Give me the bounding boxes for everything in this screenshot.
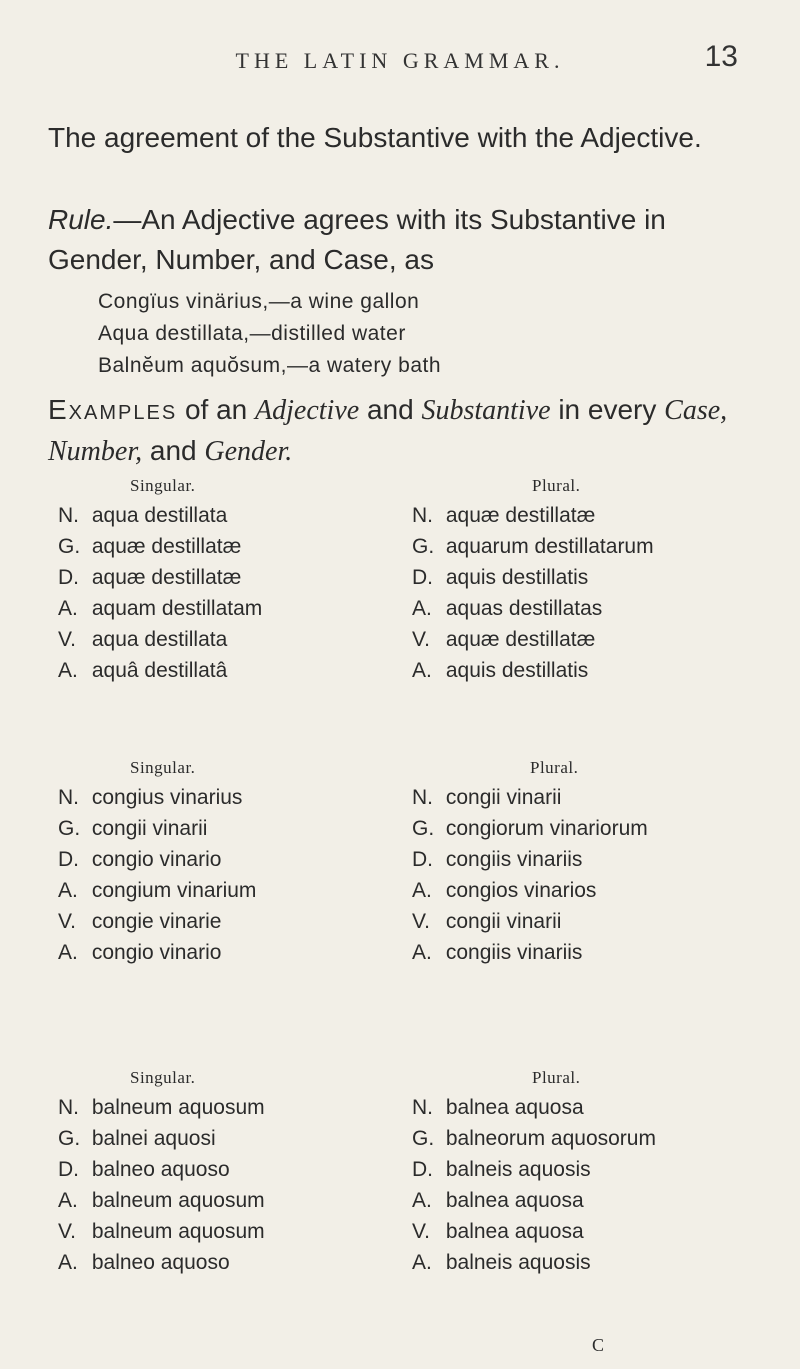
case-form: aquam destillatam (91, 597, 263, 620)
case-label: A. (412, 1189, 432, 1212)
case-label: A. (58, 1251, 78, 1274)
rule-paragraph (48, 200, 768, 280)
case-row (58, 782, 256, 813)
case-label: V. (58, 628, 76, 651)
glossary-list (98, 286, 441, 382)
case-label: V. (58, 910, 76, 933)
case-form: congii vinarii (91, 817, 208, 840)
case-form: aquis destillatis (445, 659, 589, 682)
examples-substantive: Substantive (421, 395, 551, 426)
case-row (58, 1216, 265, 1247)
case-label: G. (412, 1127, 435, 1150)
case-label: A. (58, 879, 78, 902)
case-form: aqua destillata (91, 504, 228, 527)
glossary-item: Balnĕum aquŏsum,—a watery bath (98, 354, 442, 377)
case-label: V. (58, 1220, 76, 1243)
case-form: balneorum aquosorum (445, 1127, 656, 1150)
singular-column (58, 782, 256, 968)
case-label: D. (58, 1158, 79, 1181)
plural-heading: Plural. (530, 758, 579, 777)
glossary-item: Aqua destillata,—distilled water (98, 322, 406, 345)
case-row (412, 531, 654, 562)
case-label: D. (412, 1158, 433, 1181)
case-label: A. (58, 941, 78, 964)
rule-label: Rule. (48, 204, 114, 235)
case-form: congie vinarie (91, 910, 222, 933)
case-row (412, 1216, 656, 1247)
case-row (58, 655, 262, 686)
case-row (412, 655, 654, 686)
case-row (58, 624, 262, 655)
glossary-item: Congïus vinärius,—a wine gallon (98, 290, 420, 313)
case-row (58, 906, 256, 937)
case-row (412, 813, 648, 844)
case-form: aqua destillata (91, 628, 228, 651)
case-label: D. (412, 566, 433, 589)
case-row (412, 593, 654, 624)
case-row (58, 593, 262, 624)
case-label: V. (412, 1220, 430, 1243)
case-label: A. (412, 941, 432, 964)
case-form: balnea aquosa (445, 1096, 584, 1119)
signature-mark: C (592, 1335, 605, 1355)
case-row (58, 500, 262, 531)
case-form: aquæ destillatæ (91, 566, 242, 589)
case-label: N. (58, 786, 79, 809)
case-form: balneis aquosis (445, 1158, 591, 1181)
case-row (412, 1092, 656, 1123)
examples-gender: Gender. (204, 436, 293, 467)
singular-heading: Singular. (130, 476, 196, 495)
case-row (412, 844, 648, 875)
case-label: N. (58, 1096, 79, 1119)
case-row (412, 782, 648, 813)
case-label: G. (412, 817, 435, 840)
examples-text: and (359, 394, 422, 425)
case-form: congiis vinariis (445, 941, 583, 964)
singular-column (58, 500, 262, 686)
case-label: A. (58, 659, 78, 682)
examples-case: Case, (664, 395, 728, 426)
case-form: balnea aquosa (445, 1189, 584, 1212)
case-form: aquas destillatas (445, 597, 603, 620)
case-label: A. (58, 597, 78, 620)
rule-body: —An Adjective agrees with its Substantive in Gender, Number, and Case, as (48, 204, 666, 275)
case-form: congius vinarius (91, 786, 243, 809)
case-label: A. (412, 659, 432, 682)
case-form: congio vinario (91, 941, 222, 964)
page-number: 13 (704, 40, 738, 73)
case-label: D. (412, 848, 433, 871)
case-label: A. (412, 1251, 432, 1274)
case-form: aquæ destillatæ (445, 628, 596, 651)
case-label: N. (412, 504, 433, 527)
case-row (412, 1247, 656, 1278)
case-row (58, 937, 256, 968)
case-row (412, 906, 648, 937)
case-label: N. (58, 504, 79, 527)
case-row (58, 875, 256, 906)
case-label: A. (58, 1189, 78, 1212)
case-row (58, 1123, 265, 1154)
case-form: aquæ destillatæ (445, 504, 596, 527)
examples-number: Number, (48, 436, 143, 467)
case-label: G. (58, 817, 81, 840)
case-form: aquarum destillatarum (445, 535, 654, 558)
examples-adjective: Adjective (255, 395, 360, 426)
case-form: balneum aquosum (91, 1189, 265, 1212)
case-form: balneum aquosum (91, 1220, 265, 1243)
case-row (58, 1185, 265, 1216)
case-row (58, 531, 262, 562)
case-form: congiis vinariis (445, 848, 583, 871)
case-label: D. (58, 566, 79, 589)
examples-paragraph (48, 390, 788, 472)
singular-column (58, 1092, 265, 1278)
case-label: A. (412, 879, 432, 902)
case-label: V. (412, 910, 430, 933)
running-head: THE LATIN GRAMMAR. (235, 48, 565, 73)
case-label: N. (412, 786, 433, 809)
case-row (412, 937, 648, 968)
case-row (412, 500, 654, 531)
case-row (58, 813, 256, 844)
case-form: congii vinarii (445, 786, 562, 809)
case-form: balnea aquosa (445, 1220, 584, 1243)
case-row (58, 1092, 265, 1123)
plural-column (412, 1092, 656, 1278)
case-label: A. (412, 597, 432, 620)
case-row (412, 1185, 656, 1216)
examples-text: of an (177, 394, 256, 425)
singular-heading: Singular. (130, 1068, 196, 1087)
case-form: congium vinarium (91, 879, 257, 902)
case-form: aquæ destillatæ (91, 535, 242, 558)
case-label: N. (412, 1096, 433, 1119)
section-heading: The agreement of the Substantive with the Adjective. (48, 122, 702, 153)
examples-text: and (142, 435, 205, 466)
case-label: G. (412, 535, 435, 558)
plural-column (412, 500, 654, 686)
case-form: balnei aquosi (91, 1127, 216, 1150)
case-row (412, 624, 654, 655)
case-form: balneo aquoso (91, 1251, 230, 1274)
case-label: V. (412, 628, 430, 651)
case-form: congio vinario (91, 848, 222, 871)
case-row (58, 1154, 265, 1185)
case-row (412, 562, 654, 593)
case-row (58, 844, 256, 875)
case-form: aquâ destillatâ (91, 659, 228, 682)
case-row (412, 1154, 656, 1185)
plural-heading: Plural. (532, 1068, 581, 1087)
case-label: G. (58, 1127, 81, 1150)
examples-lead: Examples (48, 394, 178, 425)
case-form: balneo aquoso (91, 1158, 230, 1181)
case-form: balneis aquosis (445, 1251, 591, 1274)
case-form: congios vinarios (445, 879, 597, 902)
case-form: aquis destillatis (445, 566, 589, 589)
case-row (58, 562, 262, 593)
case-form: congii vinarii (445, 910, 562, 933)
plural-column (412, 782, 648, 968)
case-row (58, 1247, 265, 1278)
case-label: G. (58, 535, 81, 558)
case-form: congiorum vinariorum (445, 817, 648, 840)
singular-heading: Singular. (130, 758, 196, 777)
case-row (412, 875, 648, 906)
examples-text: in every (550, 394, 665, 425)
case-form: balneum aquosum (91, 1096, 265, 1119)
plural-heading: Plural. (532, 476, 581, 495)
case-row (412, 1123, 656, 1154)
case-label: D. (58, 848, 79, 871)
